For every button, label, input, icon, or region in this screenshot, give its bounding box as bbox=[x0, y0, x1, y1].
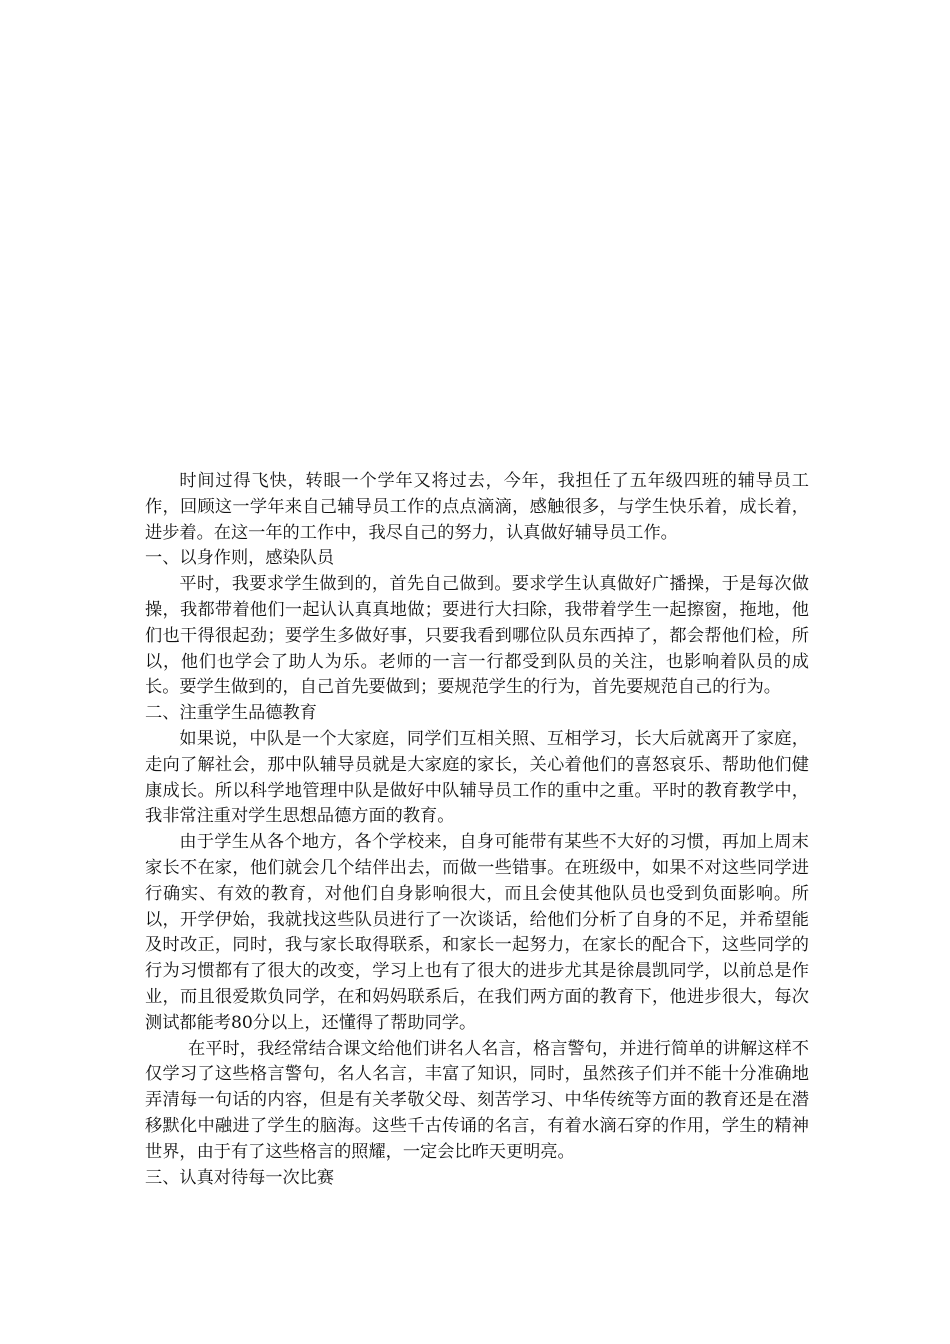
section-2-heading: 二、注重学生品德教育 bbox=[145, 703, 317, 724]
section-1-paragraph-1: 平时，我要求学生做到的，首先自己做到。要求学生认真做好广播操，于是每次做操，我都带着他们一起认认真真地做；要进行大扫除，我带着学生一起擦窗，拖地，他们也干得很起劲；要学生多做好事，只要我看到哪位队员东西掉了，都会帮他们检，所以，他们也学会了助人为乐。老师的一言一行都受到队员的关注，也影响着队员的成长。要学生做到的，自己首先要做到；要规范学生的行为，首先要规范自己的行为。 bbox=[145, 574, 809, 698]
intro-paragraph: 时间过得飞快，转眼一个学年又将过去，今年，我担任了五年级四班的辅导员工作，回顾这一学年来自己辅导员工作的点点滴滴，感触很多，与学生快乐着，成长着，进步着。在这一年的工作中，我尽自己的努力，认真做好辅导员工作。 bbox=[145, 471, 809, 543]
document-body bbox=[145, 469, 809, 1191]
section-3-heading: 三、认真对待每一次比赛 bbox=[145, 1167, 335, 1188]
section-2-paragraph-3: 在平时，我经常结合课文给他们讲名人名言，格言警句，并进行简单的讲解这样不仅学习了这些格言警句，名人名言，丰富了知识，同时，虽然孩子们并不能十分准确地弄清每一句话的内容，但是有关孝敬父母、刻苦学习、中华传统等方面的教育还是在潜移默化中融进了学生的脑海。这些千古传诵的名言，有着水滴石穿的作用，学生的精神世界，由于有了这些格言的照耀，一定会比昨天更明亮。 bbox=[145, 1038, 809, 1162]
section-2-paragraph-1: 如果说，中队是一个大家庭，同学们互相关照、互相学习，长大后就离开了家庭，走向了解社会，那中队辅导员就是大家庭的家长，关心着他们的喜怒哀乐、帮助他们健康成长。所以科学地管理中队是做好中队辅导员工作的重中之重。平时的教育教学中，我非常注重对学生思想品德方面的教育。 bbox=[145, 728, 809, 827]
section-2-paragraph-2: 由于学生从各个地方，各个学校来，自身可能带有某些不大好的习惯，再加上周末家长不在家，他们就会几个结伴出去，而做一些错事。在班级中，如果不对这些同学进行确实、有效的教育，对他们自身影响很大，而且会使其他队员也受到负面影响。所以，开学伊始，我就找这些队员进行了一次谈话，给他们分析了自身的不足，并希望能及时改正，同时，我与家长取得联系，和家长一起努力，在家长的配合下，这些同学的行为习惯都有了很大的改变，学习上也有了很大的进步尤其是徐晨凯同学，以前总是作业，而且很爱欺负同学，在和妈妈联系后，在我们两方面的教育下，他进步很大，每次测试都能考80分以上，还懂得了帮助同学。 bbox=[145, 832, 809, 1033]
section-1-heading: 一、以身作则，感染队员 bbox=[145, 548, 335, 569]
